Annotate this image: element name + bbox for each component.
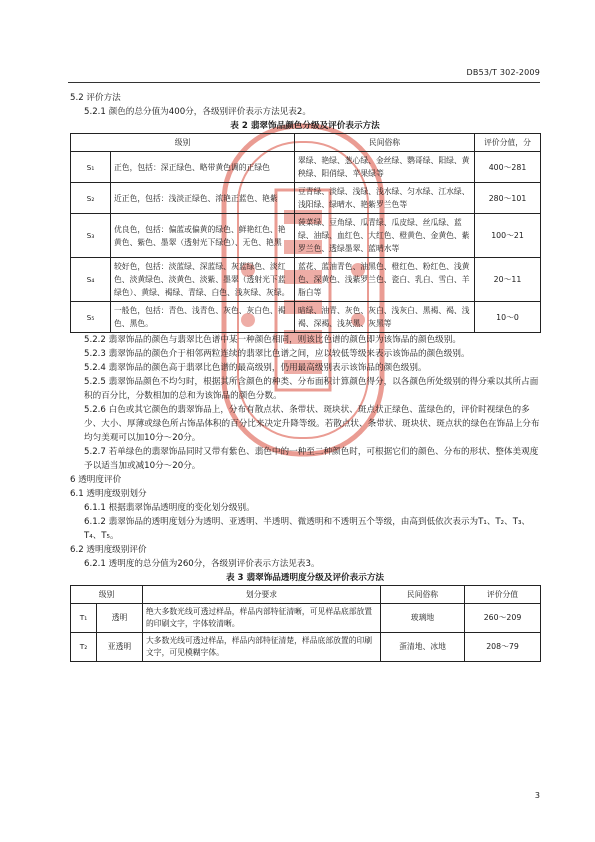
- score-range: 260～209: [465, 604, 541, 633]
- score-range: 280～101: [475, 183, 541, 214]
- document-code: DB53/T 302-2009: [466, 68, 540, 77]
- table-header-row: [71, 586, 541, 604]
- header-grade: 级别: [71, 586, 143, 604]
- para-5-2-3: 5.2.3 翡翠饰品的颜色介于相邻两粒连续的翡翠比色谱之间，应以较低等级来表示该饰品的颜色级别。: [84, 349, 470, 359]
- folk-name: 蛋清地、冰地: [381, 633, 465, 662]
- table-2-caption: 表 2 翡翠饰品颜色分级及评价表示方法: [230, 121, 380, 131]
- grade-code: T₁: [71, 604, 97, 633]
- color-grade-table: [70, 133, 541, 333]
- transparency-grade-table: [70, 585, 541, 662]
- table-row: [71, 633, 541, 662]
- para-5-2-4: 5.2.4 翡翠饰品的颜色高于翡翠比色谱的最高级别，仍用最高级别表示该饰品的颜色级别。: [84, 363, 427, 373]
- table-row: [71, 214, 541, 258]
- para-5-2-2: 5.2.2 翡翠饰品的颜色与翡翠比色谱中某一种颜色相同，则该比色谱的颜色即为该饰品的颜色级别。: [84, 335, 461, 345]
- header-grade: 级别: [71, 134, 295, 152]
- score-range: 208～79: [465, 633, 541, 662]
- para-5-2-5: 5.2.5 翡翠饰品颜色不均匀时，根据其所含颜色的种类、分布面积计算颜色得分，以各颜色所处级别的得分乘以其所占面积的百分比，分数相加的总和为该饰品的颜色分数。: [84, 377, 539, 401]
- header-score: 评价分值: [465, 586, 541, 604]
- folk-name: 翠绿、艳绿、葱心绿、金丝绿、鹦哥绿、阳绿、黄秧绿、阳俏绿、苹果绿等: [295, 152, 475, 183]
- para-6-1-2: 6.1.2 翡翠饰品的透明度划分为透明、亚透明、半透明、微透明和不透明五个等级，由高到低依次表示为T₁、T₂、T₃、T₄、T₅。: [84, 517, 530, 541]
- grade-code: S₅: [71, 302, 111, 333]
- grade-requirement: 绝大多数光线可透过样品，样品内部特征清晰，可见样品底部放置的印刷文字，字体较清晰。: [143, 604, 381, 633]
- table-row: [71, 604, 541, 633]
- grade-requirement: 大多数光线可透过样品，样品内部特征清楚，样品底部放置的印刷文字，可见模糊字体。: [143, 633, 381, 662]
- header-requirement: 划分要求: [143, 586, 381, 604]
- table-row: [71, 183, 541, 214]
- grade-code: S₄: [71, 258, 111, 302]
- document-body: [70, 91, 540, 662]
- table-row: [71, 302, 541, 333]
- para-6-1-1: 6.1.1 根据翡翠饰品透明度的变化划分级别。: [84, 503, 255, 513]
- header-rule: [68, 82, 540, 83]
- para-5-2-6: 5.2.6 白色或其它颜色的翡翠饰品上，分布有散点状、条带状、斑块状、斑点状正绿色、蓝绿色的，评价时视绿色的多少、大小、厚薄或绿色所占饰品体积的百分比来决定升降等级。若散点状、条带状、斑块状、斑点状的绿色在饰品上分布均匀美观可以加10分～20分。: [84, 405, 540, 443]
- section-5-2-title: 5.2 评价方法: [70, 93, 121, 103]
- table-row: [71, 152, 541, 183]
- grade-code: S₂: [71, 183, 111, 214]
- grade-description: 一般色，包括：青色、浅青色、灰色、灰白色、褐色、黑色。: [111, 302, 295, 333]
- header-score: 评价分值，分: [475, 134, 541, 152]
- header-folk: 民间俗称: [295, 134, 475, 152]
- grade-code: T₂: [71, 633, 97, 662]
- grade-code: S₃: [71, 214, 111, 258]
- grade-description: 较好色，包括：淡蓝绿、深蓝绿、灰蓝绿色、淡红色、淡黄绿色、淡黄色、淡紫、墨翠（透射光下蓝绿色）、黄绿、褐绿、青绿、白色、浅灰绿、灰绿。: [111, 258, 295, 302]
- grade-code: S₁: [71, 152, 111, 183]
- grade-description: 近正色，包括：浅淡正绿色、浓艳正蓝色、艳紫: [111, 183, 295, 214]
- page-number: 3: [534, 791, 540, 800]
- score-range: 20～11: [475, 258, 541, 302]
- table-row: [71, 258, 541, 302]
- folk-name: 蓝花、蓝油青色、油黑色、橙红色、粉红色、浅黄色、深黄色、浅紫罗兰色、瓷白、乳白、雪白、羊脂白等: [295, 258, 475, 302]
- grade-name: 亚透明: [97, 633, 143, 662]
- para-5-2-1: 5.2.1 颜色的总分值为400分，各级别评价表示方法见表2。: [84, 107, 311, 117]
- folk-name: 菠菜绿、豆角绿、瓜青绿、瓜皮绿、丝瓜绿、蓝绿、油绿、血红色、大红色、橙黄色、金黄色、紫罗兰色、透绿墨翠、蓝晴水等: [295, 214, 475, 258]
- para-6-2-1: 6.2.1 透明度的总分值为260分，各级别评价表示方法见表3。: [84, 559, 320, 569]
- grade-name: 透明: [97, 604, 143, 633]
- section-6-title: 6 透明度评价: [70, 475, 122, 485]
- folk-name: 暗绿、油青、灰色、灰白、浅灰白、黑褐、褐、浅褐、深褐、浅灰黑、灰黑等: [295, 302, 475, 333]
- section-6-2-title: 6.2 透明度级别评价: [70, 545, 147, 555]
- section-6-1-title: 6.1 透明度级别划分: [70, 489, 147, 499]
- table-header-row: [71, 134, 541, 152]
- table-3-caption: 表 3 翡翠饰品透明度分级及评价表示方法: [225, 573, 385, 583]
- score-range: 100～21: [475, 214, 541, 258]
- folk-name: 玻璃地: [381, 604, 465, 633]
- grade-description: 正色，包括：深正绿色、略带黄色调的正绿色: [111, 152, 295, 183]
- para-5-2-7: 5.2.7 若单绿色的翡翠饰品同时又带有紫色、翡色中的一种至二种颜色时，可根据它们的颜色、分布的形状、整体美观度予以适当加或减10分～20分。: [84, 447, 539, 471]
- score-range: 400～281: [475, 152, 541, 183]
- score-range: 10～0: [475, 302, 541, 333]
- header-folk: 民间俗称: [381, 586, 465, 604]
- grade-description: 优良色，包括：偏蓝或偏黄的绿色、鲜艳红色、艳黄色、紫色、墨翠（透射光下绿色）、无色、艳黑: [111, 214, 295, 258]
- folk-name: 豆青绿、淡绿、浅绿、浅水绿、匀水绿、江水绿、浅阳绿、绿晴水、艳紫罗兰色等: [295, 183, 475, 214]
